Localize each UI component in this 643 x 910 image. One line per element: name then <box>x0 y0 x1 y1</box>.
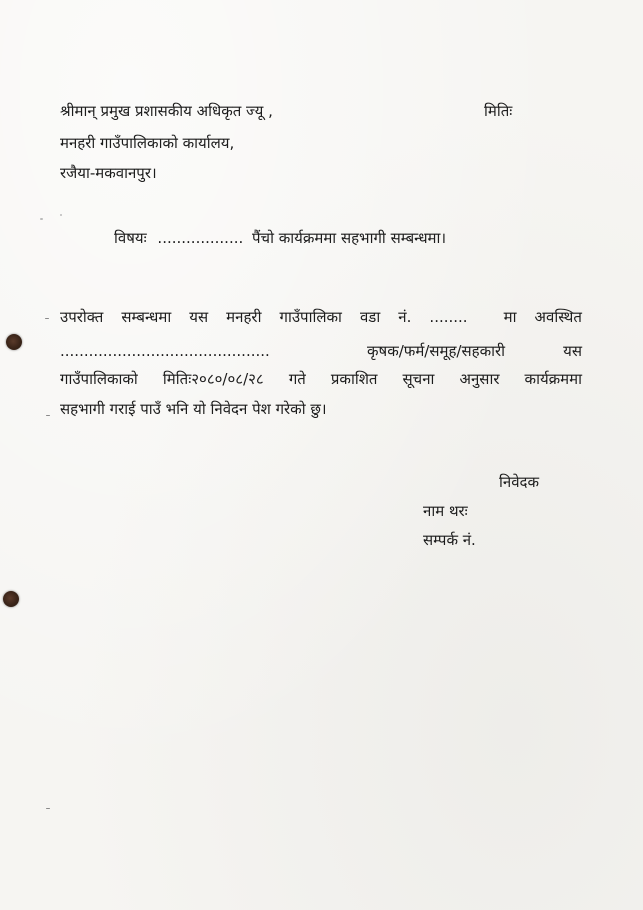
applicant-name-blank: ............................................ <box>60 342 270 360</box>
body-word: यस <box>563 342 582 360</box>
addressee-line: श्रीमान् प्रमुख प्रशासकीय अधिकृत ज्यू , <box>60 102 273 120</box>
body-line-4: सहभागी गराई पाउँ भनि यो निवेदन पेश गरेको छु। <box>60 400 327 418</box>
scan-mark <box>40 218 43 220</box>
body-word: अनुसार <box>459 370 500 388</box>
body-word: प्रकाशित <box>330 370 378 388</box>
body-word: सम्बन्धमा <box>121 308 172 326</box>
ward-number-blank: ........ <box>429 308 468 326</box>
scan-mark <box>46 808 50 809</box>
body-word: गाउँपालिका <box>279 308 342 326</box>
applicant-label: निवेदक <box>499 473 540 491</box>
body-word: अवस्थित <box>534 308 582 326</box>
scan-mark <box>46 415 50 416</box>
subject-blank: .................. <box>157 229 244 247</box>
body-word: मितिः२०८०/०८/२८ <box>162 370 264 388</box>
body-word: मनहरी <box>226 308 262 326</box>
location-line: रजैया-मकवानपुर। <box>60 164 157 182</box>
name-label: नाम थरः <box>423 502 468 520</box>
body-word: सूचना <box>402 370 435 388</box>
subject-label: विषयः <box>114 229 147 247</box>
body-word: उपरोक्त <box>60 308 104 326</box>
body-word: यस <box>189 308 209 326</box>
body-word: मा <box>503 308 517 326</box>
date-label: मितिः <box>484 102 513 120</box>
body-line-1 <box>60 307 582 327</box>
body-word: कृषक/फर्म/समूह/सहकारी <box>367 342 506 360</box>
body-word: कार्यक्रममा <box>524 370 582 388</box>
scan-mark <box>45 318 49 319</box>
punch-hole-top <box>6 334 22 350</box>
body-line-2 <box>367 341 582 361</box>
punch-hole-bottom <box>3 591 19 607</box>
body-line-3 <box>60 369 582 389</box>
scan-mark <box>60 214 62 216</box>
body-word: गते <box>288 370 306 388</box>
office-line: मनहरी गाउँपालिकाको कार्यालय, <box>60 134 235 152</box>
body-word: नं. <box>398 308 412 326</box>
body-word: वडा <box>359 308 381 326</box>
contact-label: सम्पर्क नं. <box>423 531 476 549</box>
body-word: गाउँपालिकाको <box>60 370 138 388</box>
subject-line <box>114 228 446 248</box>
subject-text: पैंचो कार्यक्रममा सहभागी सम्बन्धमा। <box>252 229 447 247</box>
